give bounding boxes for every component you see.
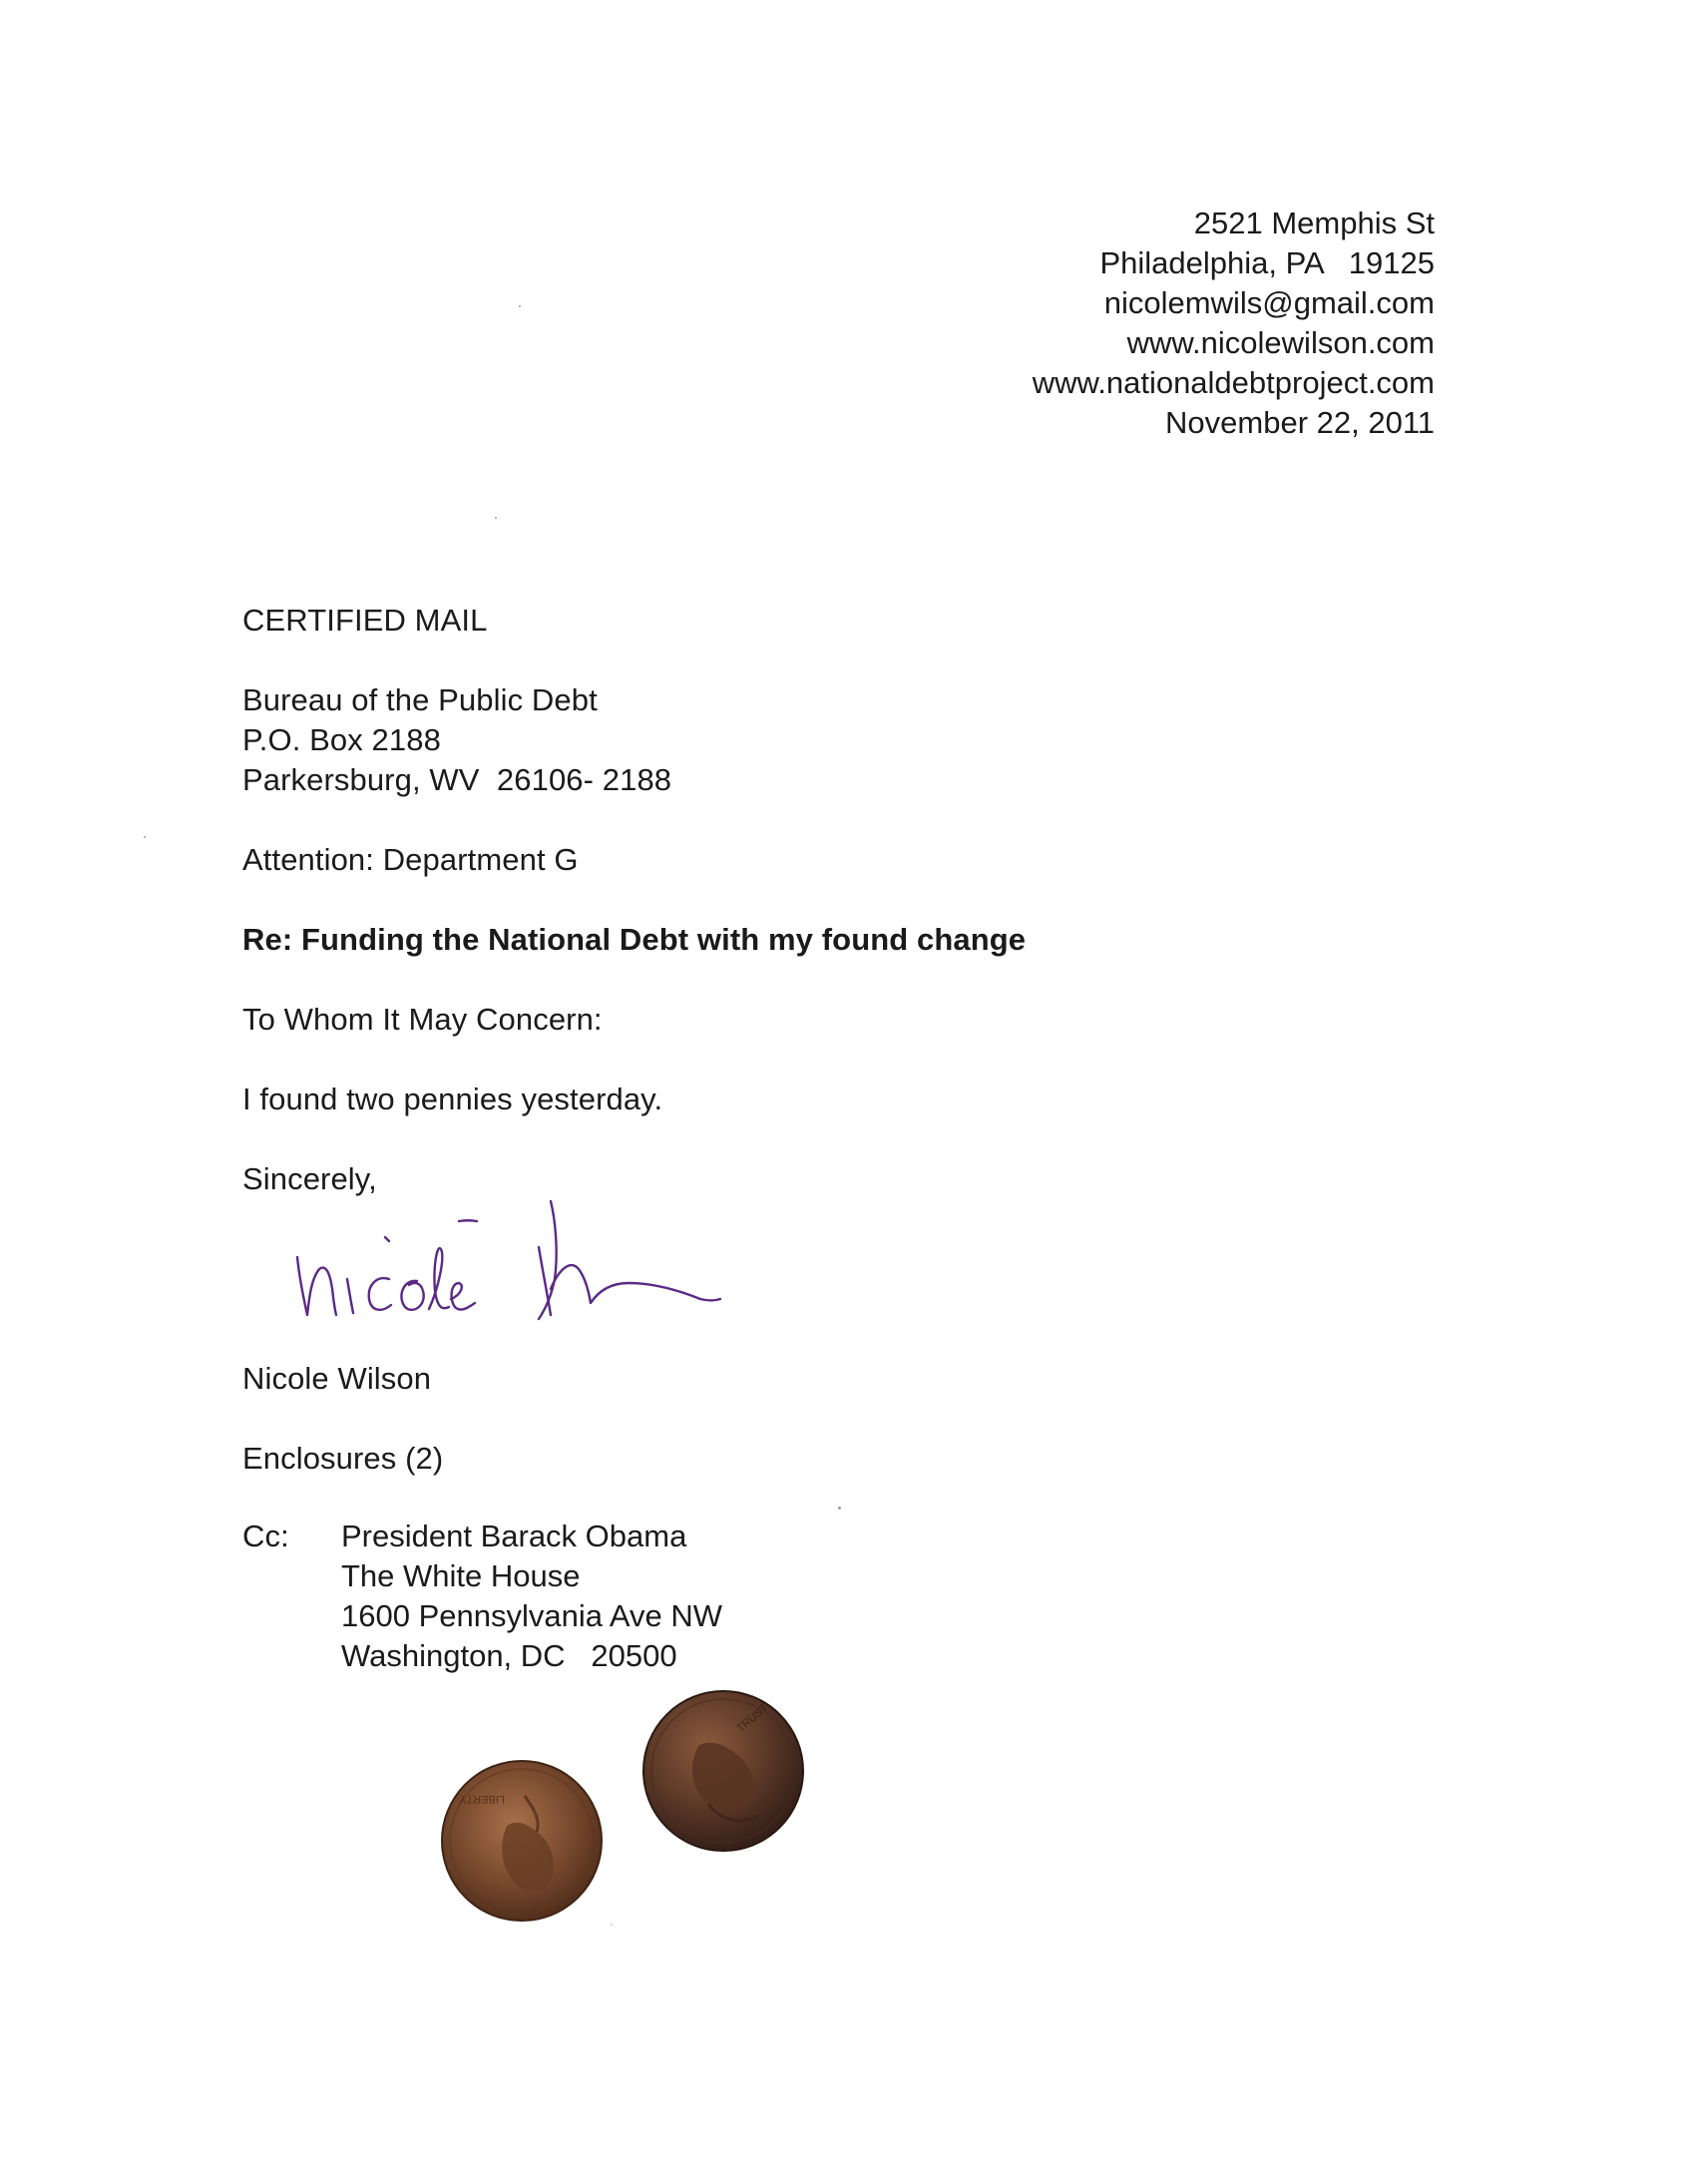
scan-speck	[144, 836, 146, 838]
penny-icon	[638, 1686, 808, 1856]
cc-org: The White House	[341, 1558, 581, 1593]
penny-icon	[437, 1756, 607, 1926]
subject-line: Re: Funding the National Debt with my found change	[242, 922, 1027, 957]
svg-text:LIBERTY: LIBERTY	[459, 1793, 505, 1805]
salutation: To Whom It May Concern:	[242, 1002, 603, 1037]
cc-name: President Barack Obama	[341, 1519, 687, 1553]
letter-date: November 22, 2011	[1165, 405, 1435, 440]
recipient-name: Bureau of the Public Debt	[242, 682, 598, 717]
cc-street: 1600 Pennsylvania Ave NW	[341, 1598, 722, 1633]
scan-speck	[495, 517, 497, 519]
letter-body: I found two pennies yesterday.	[242, 1082, 663, 1116]
recipient-po-box: P.O. Box 2188	[242, 722, 441, 757]
closing: Sincerely,	[242, 1161, 377, 1196]
cc-city-state-zip: Washington, DC 20500	[341, 1638, 677, 1673]
attention-line: Attention: Department G	[242, 842, 579, 877]
sender-website-personal: www.nicolewilson.com	[1126, 325, 1435, 360]
signer-name: Nicole Wilson	[242, 1361, 432, 1396]
sender-email: nicolemwils@gmail.com	[1103, 285, 1435, 320]
sender-street: 2521 Memphis St	[1193, 206, 1435, 240]
scan-speck	[611, 1924, 613, 1926]
mail-type: CERTIFIED MAIL	[242, 603, 488, 638]
sender-city-state-zip: Philadelphia, PA 19125	[1099, 245, 1435, 280]
scan-speck	[519, 305, 521, 307]
sender-address-block	[1033, 204, 1435, 443]
enclosures-line: Enclosures (2)	[242, 1441, 444, 1476]
handwritten-signature	[289, 1187, 728, 1337]
cc-address-block	[341, 1517, 722, 1676]
cc-label: Cc:	[242, 1519, 289, 1553]
recipient-city-state-zip: Parkersburg, WV 26106- 2188	[242, 762, 672, 797]
scan-speck	[838, 1507, 841, 1510]
sender-website-project: www.nationaldebtproject.com	[1032, 365, 1435, 400]
svg-text:TRUST: TRUST	[734, 1701, 771, 1735]
